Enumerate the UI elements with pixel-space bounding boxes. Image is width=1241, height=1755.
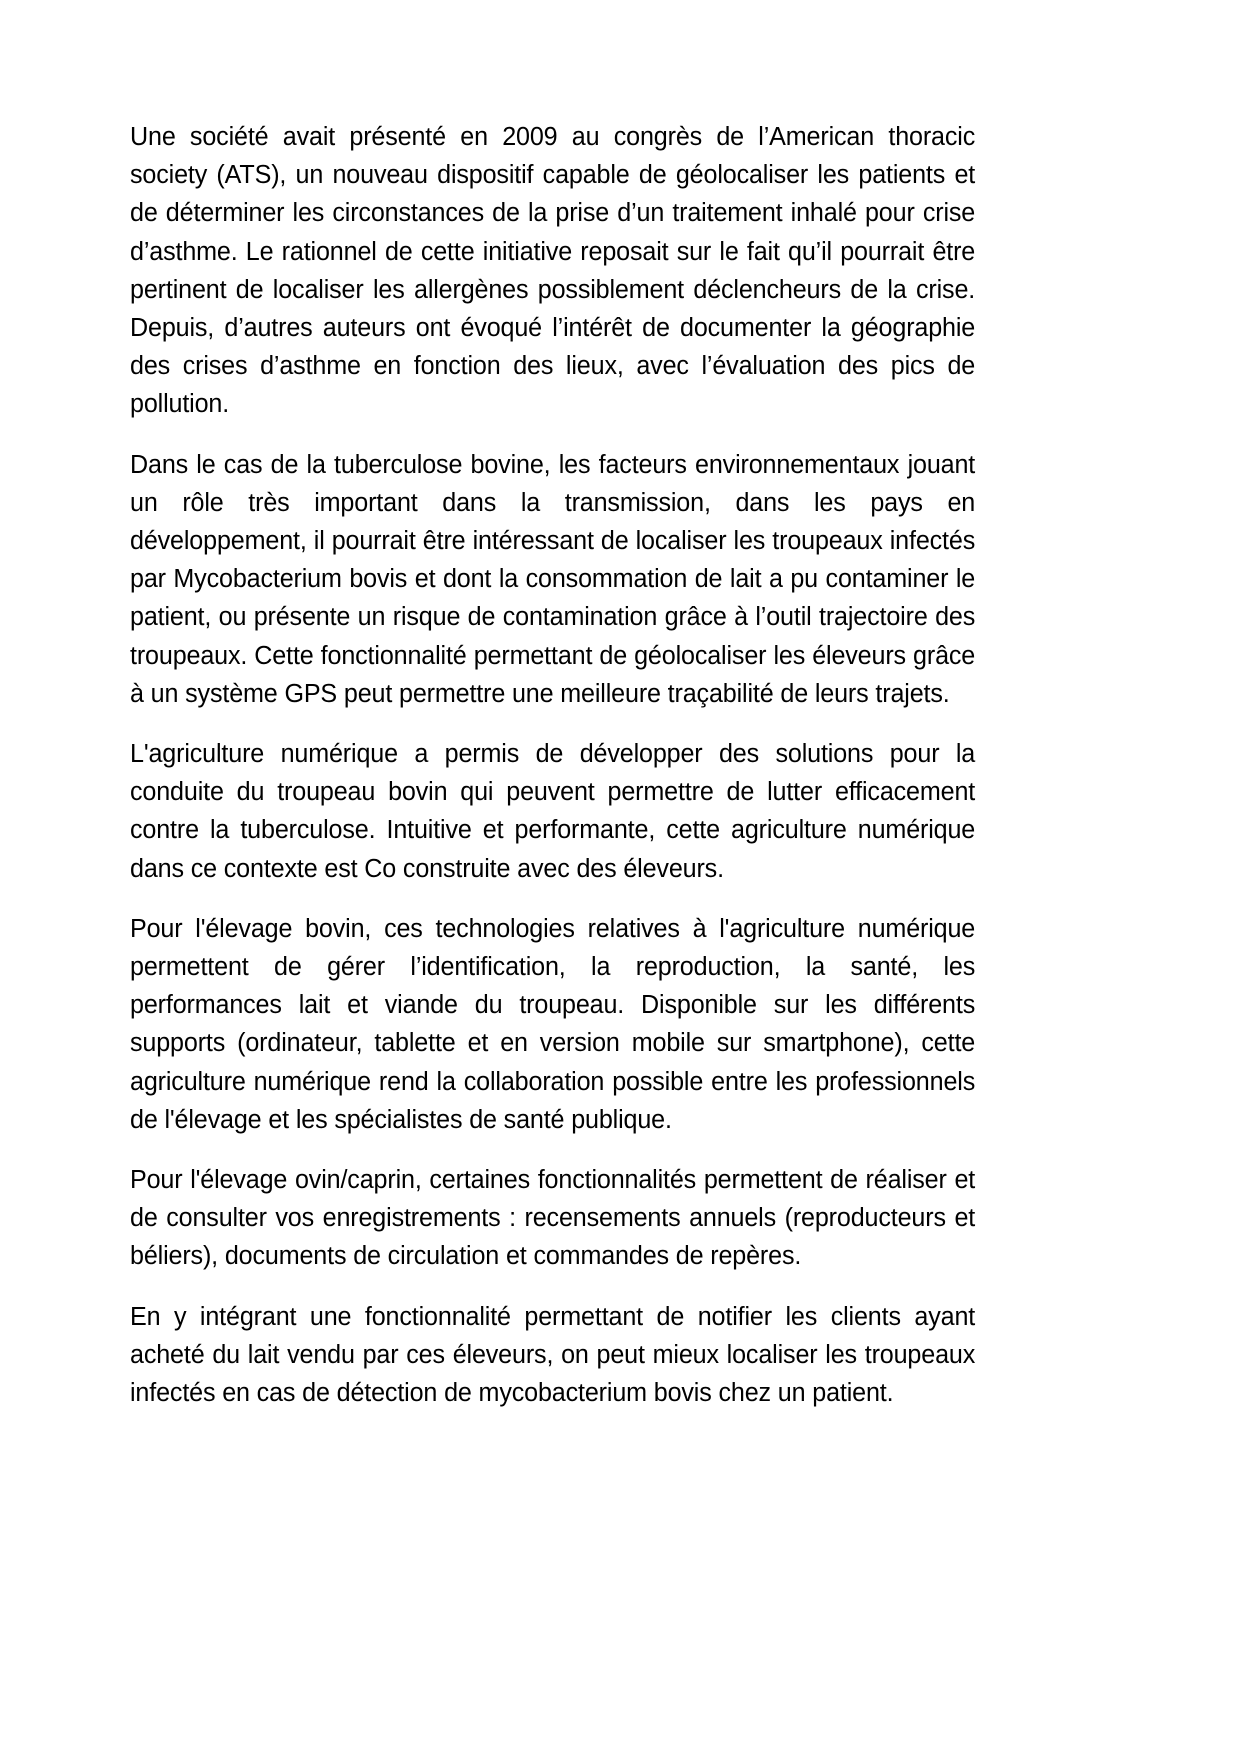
paragraph-tuberculose-bovine: Dans le cas de la tuberculose bovine, les facteurs environnementaux jouant un rôle très important dans la transmission, dans les pays en développement, il pourrait être intéressant de localiser les troupeaux infectés par Mycobacterium bovis et dont la consommation de lait a pu contaminer le patient, ou présente un risque de contamination grâce à l’outil trajectoire des troupeaux. Cette fonctionnalité permettant de géolocaliser les éleveurs grâce à un système GPS peut permettre une meilleure traçabilité de leurs trajets. xyxy=(130,450,976,708)
paragraph-notification-clients: En y intégrant une fonctionnalité permettant de notifier les clients ayant acheté du lait vendu par ces éleveurs, on peut mieux localiser les troupeaux infectés en cas de détection de mycobacterium bovis chez un patient. xyxy=(130,1302,976,1408)
paragraph-elevage-bovin: Pour l'élevage bovin, ces technologies relatives à l'agriculture numérique permettent de gérer l’identification, la reproduction, la santé, les performances lait et viande du troupeau. Disponible sur les différents supports (ordinateur, tablette et en version mobile sur smartphone), cette agriculture numérique rend la collaboration possible entre les professionnels de l'élevage et les spécialistes de santé publique. xyxy=(130,914,976,1134)
paragraph-agriculture-numerique: L'agriculture numérique a permis de développer des solutions pour la conduite du troupeau bovin qui peuvent permettre de lutter efficacement contre la tuberculose. Intuitive et performante, cette agriculture numérique dans ce contexte est Co construite avec des éleveurs. xyxy=(130,740,976,883)
paragraph-asthme-ats: Une société avait présenté en 2009 au congrès de l’American thoracic society (ATS), un nouveau dispositif capable de géolocaliser les patients et de déterminer les circonstances de la prise d’un traitement inhalé pour crise d’asthme. Le rationnel de cette initiative reposait sur le fait qu’il pourrait être pertinent de localiser les allergènes possiblement déclencheurs de la crise. Depuis, d’autres auteurs ont évoqué l’intérêt de documenter la géographie des crises d’asthme en fonction des lieux, avec l’évaluation des pics de pollution. xyxy=(130,123,976,419)
paragraph-elevage-ovin-caprin: Pour l'élevage ovin/caprin, certaines fonctionnalités permettent de réaliser et de consulter vos enregistrements : recensements annuels (reproducteurs et béliers), documents de circulation et commandes de repères. xyxy=(130,1166,976,1271)
document-text-column xyxy=(130,118,988,1412)
